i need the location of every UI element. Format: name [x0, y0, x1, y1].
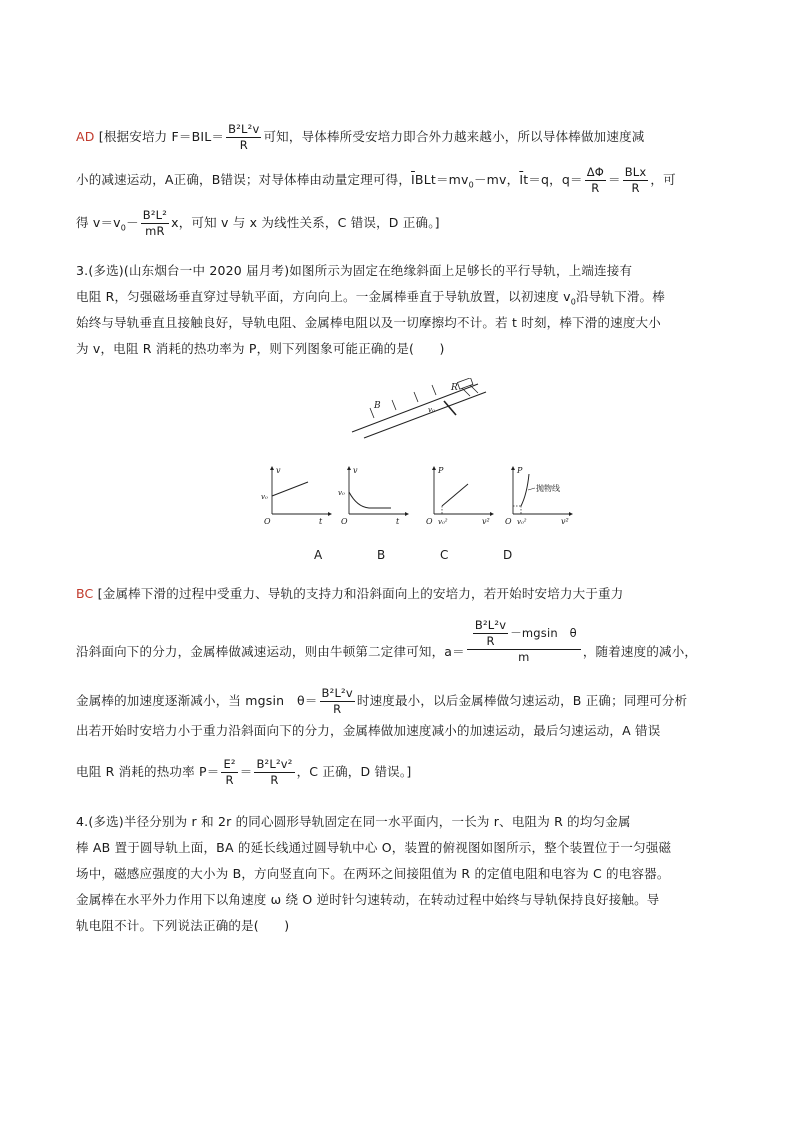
compound-fraction: $\frac{\text{B²L²v}}{R}$ －mgsin θ m: [467, 618, 581, 665]
text: 可知，导体棒所受安培力即合外力越来越小，所以导体棒做加速度减: [263, 129, 645, 144]
initial-velocity-label: v₀: [428, 406, 435, 414]
y-axis-label: v: [353, 466, 358, 475]
resistor-label: R: [451, 383, 458, 393]
fraction: $\frac{\text{B²L²v}}{R}$: [321, 686, 353, 716]
x-axis-label: t: [319, 517, 323, 526]
q3-solution-line-2: 沿斜面向下的分力，金属棒做减速运动，则由牛顿第二定律可知，a＝ $\frac{\text{B²L²v}}{R}$ －mgsin θ m ，随着速度的减小，: [76, 618, 698, 664]
magnetic-field-label: B: [374, 401, 381, 411]
y-axis-label: P: [517, 466, 523, 475]
graph-d: [497, 464, 577, 526]
graph-a: [256, 464, 336, 526]
q4-line-3: 场中，磁感应强度的大小为 B，方向竖直向下。在两环之间接阻值为 R 的定值电阻和电容为 C 的电容器。: [76, 866, 670, 881]
fraction: $\frac{\text{BLx}}{R}$: [624, 165, 647, 195]
q4-line-1: 4.(多选)半径分别为 r 和 2r 的同心圆形导轨固定在同一水平面内，一长为 r、电阻为 R 的均匀金属: [76, 814, 631, 829]
graph-b: [333, 464, 413, 526]
q3-solution-line-4: 出若开始时安培力小于重力沿斜面向下的分力，金属棒做加速度减小的加速运动，最后匀速运动，A 错误: [76, 723, 661, 738]
q4-line-5: 轨电阻不计。下列说法正确的是( ): [76, 918, 290, 933]
q3-line-1: 3.(多选)(山东烟台一中 2020 届月考)如图所示为固定在绝缘斜面上足够长的平行导轨，上端连接有: [76, 263, 633, 278]
q2-solution-line-1: [76, 122, 644, 153]
y-axis-label: P: [438, 466, 444, 475]
q3-solution-line-5: 电阻 R 消耗的热功率 P＝ $\frac{\text{E²}}{R}$ ＝ $\frac{\text{B²L²v²}}{R}$ ，C 正确，D 错误。]: [76, 757, 412, 787]
parabola-note: 抛物线: [536, 484, 560, 493]
q3-line-3: 始终与导轨垂直且接触良好，导轨电阻、金属棒电阻以及一切摩擦均不计。若 t 时刻，棒下滑的速度大小: [76, 315, 661, 330]
v0-squared-tick: v₀²: [517, 518, 527, 526]
q3-solution-line-1: BC [金属棒下滑的过程中受重力、导轨的支持力和沿斜面向上的安培力，若开始时安培力大于重力: [76, 586, 624, 601]
origin-label: O: [341, 517, 348, 526]
origin-label: O: [264, 517, 271, 526]
x-axis-label: v²: [482, 517, 490, 526]
fraction: $\frac{\Delta\Phi}{R}$: [586, 165, 605, 195]
text: [根据安培力 F＝BIL＝: [98, 129, 225, 144]
incline-rail-figure: [340, 378, 490, 440]
x-axis-label: v²: [561, 517, 569, 526]
answer-key: BC: [76, 586, 94, 601]
option-c-label: C: [440, 548, 449, 562]
q4-line-2: 棒 AB 置于圆导轨上面，BA 的延长线通过圆导轨中心 O，装置的俯视图如图所示，整个装置位于一匀强磁: [76, 840, 672, 855]
v0-tick: v₀: [261, 493, 268, 501]
answer-key: AD: [76, 129, 95, 144]
fraction: $\frac{\text{B²L²v}}{R}$: [228, 122, 260, 152]
q3-line-4: 为 v，电阻 R 消耗的热功率为 P，则下列图象可能正确的是( ): [76, 341, 445, 356]
v0-tick: v₀: [338, 489, 345, 497]
y-axis-label: v: [276, 466, 281, 475]
q2-solution-line-2: 小的减速运动，A正确，B错误；对导体棒由动量定理可得，$\overline{I}BLt=mv_0-mv$，$\overline{I}t=q$，q＝ $\frac{\Delta\Phi}{R}$ ＝ $\frac{\text{BLx}}{R}$ ，可: [76, 165, 676, 195]
q4-line-4: 金属棒在水平外力作用下以角速度 ω 绕 O 逆时针匀速转动，在转动过程中始终与导轨保持良好接触。导: [76, 892, 660, 907]
option-a-label: A: [314, 548, 323, 562]
fraction: $\frac{\text{E²}}{R}$: [223, 757, 236, 787]
fraction: $\frac{\text{B²L²v²}}{R}$: [256, 757, 293, 787]
q3-line-2: 电阻 R，匀强磁场垂直穿过导轨平面，方向向上。一金属棒垂直于导轨放置，以初速度 $v_0$沿导轨下滑。棒: [76, 289, 665, 307]
option-d-label: D: [503, 548, 513, 562]
graph-c: [418, 464, 498, 526]
v0-squared-tick: v₀²: [438, 518, 448, 526]
origin-label: O: [505, 517, 512, 526]
option-b-label: B: [377, 548, 386, 562]
q2-solution-line-3: 得 $v=v_0-$ $\frac{\text{B²L²}}{mR}$ x，可知 v 与 x 为线性关系，C 错误，D 正确。]: [76, 208, 440, 238]
x-axis-label: t: [396, 517, 400, 526]
origin-label: O: [426, 517, 433, 526]
fraction: $\frac{\text{B²L²}}{mR}$: [142, 208, 168, 238]
q3-solution-line-3: 金属棒的加速度逐渐减小，当 mgsin θ＝ $\frac{\text{B²L²v}}{R}$ 时速度最小，以后金属棒做匀速运动，B 正确；同理可分析: [76, 686, 688, 716]
